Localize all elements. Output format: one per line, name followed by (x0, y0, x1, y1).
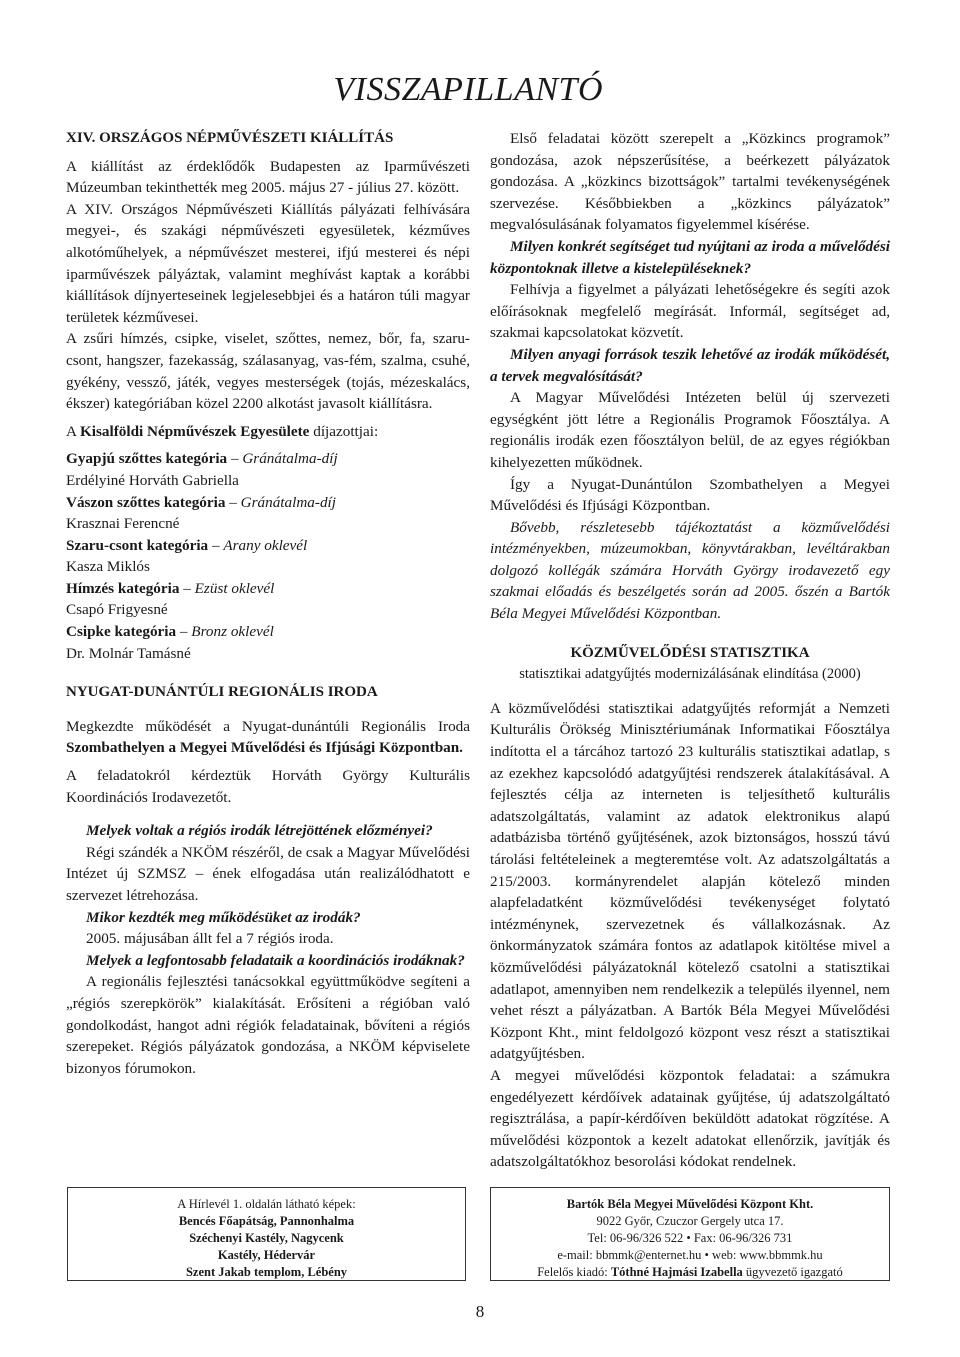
award-category: Hímzés kategória (66, 579, 180, 597)
page-header-title: VISSZAPILLANTÓ (333, 71, 603, 108)
award-person: Erdélyiné Horváth Gabriella (66, 471, 239, 489)
office-start-pre: Megkezdte működését a Nyugat-dunántúli Regionális Iroda (66, 717, 470, 735)
award-dash: – (179, 579, 195, 597)
award-dash: – (208, 536, 224, 554)
photo-credit-item: Szent Jakab templom, Lébény (185, 1265, 348, 1279)
awardees-intro-post: díjazottjai: (309, 422, 379, 440)
award-dash: – (227, 450, 243, 468)
award-category: Szaru-csont kategória (66, 536, 209, 554)
publisher-name: Bartók Béla Megyei Művelődési Központ Kht. (566, 1197, 814, 1211)
photo-credits-box (67, 1187, 466, 1281)
photo-credit-item: Kastély, Hédervár (217, 1248, 316, 1262)
award-category: Vászon szőttes kategória (66, 493, 226, 511)
section-title-statistics: KÖZMŰVELŐDÉSI STATISZTIKA (570, 644, 810, 661)
question-3: Melyek a legfontosabb feladataik a koordinációs irodáknak? (86, 951, 465, 969)
answer-4: Felhívja a figyelmet a pályázati lehetőségekre és segíti azok előírásoknak megfelelő megírását. Informál, segítséget ad, szakmai kapcsolatokat közvetít. (490, 281, 890, 342)
award-category: Gyapjú szőttes kategória (66, 450, 228, 468)
question-1: Melyek voltak a régiós irodák létrejöttének előzményei? (86, 822, 433, 840)
award-person: Krasznai Ferencné (66, 515, 180, 533)
publisher-info-box (490, 1187, 890, 1281)
awards-list (66, 448, 470, 664)
award-category-line (66, 535, 470, 557)
paragraph-exhibition-call: A XIV. Országos Népművészeti Kiállítás pályázati felhívására megyei-, és szakági népművészeti egyesületek, kézműves alkotóműhelyek, a népművészet mesterei, ifjú mesterei és népi iparművészek pályáztak, valamint meghívást kaptak a korábbi kiállítások díjnyerteseinek legjelesebbjei és a határon túli magyar területek kézművesei. (66, 200, 470, 326)
publisher-responsible (491, 1264, 889, 1281)
paragraph-county-tasks: A megyei művelődési központok feladatai: a számukra engedélyezett kérdőívek adatainak gyűjtése, új adatszolgáltató regisztrálása, a papír-kérdőíven beküldött adatokat rögzítése. A művelődési központok a kezelt adatokat ellenőrzik, javítják és adatszolgáltatókhoz besorolási kódokat rendelnek. (490, 1066, 890, 1171)
association-name: Kisalföldi Népművészek Egyesülete (79, 422, 310, 440)
award-prize: Arany oklevél (223, 536, 308, 554)
award-dash: – (225, 493, 241, 511)
award-category-line (66, 492, 470, 514)
paragraph-awardees-intro (66, 421, 470, 443)
left-column (66, 128, 470, 1079)
section-title-exhibition: XIV. ORSZÁGOS NÉPMŰVÉSZETI KIÁLLÍTÁS (66, 130, 394, 146)
paragraph-exhibition-intro: A kiállítást az érdeklődők Budapesten az Iparművészeti Múzeumban tekinthették meg 2005. május 27 - július 27. között. (66, 157, 470, 197)
paragraph-interview-intro: A feladatokról kérdeztük Horváth György Kulturális Koordinációs Irodavezetőt. (66, 767, 470, 806)
award-prize: Gránátalma-díj (240, 493, 336, 511)
answer-2: 2005. májusában állt fel a 7 régiós iroda. (86, 930, 334, 948)
question-5: Milyen anyagi források teszik lehetővé az irodák működését, a tervek megvalósítását? (490, 345, 890, 385)
answer-1: Régi szándék a NKÖM részéről, de csak a Magyar Művelődési Intézet új SZMSZ – ének elfogadása után realizálódhatott e szervezet létrehozása. (66, 843, 470, 904)
answer-5-cont: Így a Nyugat-Dunántúlon Szombathelyen a Megyei Művelődési és Ifjúsági Központban. (490, 475, 890, 515)
paragraph-statistics-reform: A közművelődési statisztikai adatgyűjtés reformját a Nemzeti Kulturális Örökség Minisztériumának Informatikai Főosztálya indította el a tárcához tartozó 23 kulturális statisztikai adatlap, s az ezekhez kapcsolódó adatgyűjtési rendszerek átalakításával. A fejlesztés célja az interneten is teljesíthető kulturális adatszolgáltatás, valamint az adatok elektronikus alapú adatbázisba történő gyűjtésének, azok biztonságos, hosszú távú tárolási feltételeinek a megteremtése volt. Az adatszolgáltatás a 215/2003. kormányrendelet alapján kötelező minden alapfeladatként közművelődési tevékenységet folytató intézménynek, szervezetnek és vállalkozásnak. Az önkormányzatok számára fontos az adatlapok kitöltése mivel a közművelődési pályázatoknál kötelező csatolni a statisztikai adatlapot, amennyiben nem rendelkezik a település ilyennel, nem vehet részt a pályázatban. A Bartók Béla Megyei Művelődési Központ Kht., mint feldolgozó központ vesz részt a statisztikai adatgyűjtésben. (490, 699, 890, 1063)
answer-3: A regionális fejlesztési tanácsokkal együttműködve segíteni a „régiós szerepkörök” kialakítását. Erősíteni a régióban való gondolkodást, hangot adni régiók feladatainak, bővíteni a régiós szerepeket. Régiós pályázatok gondozása, a NKÖM képviselete bizonyos fórumokon. (66, 973, 470, 1077)
photo-credit-item: Széchenyi Kastély, Nagycenk (189, 1231, 344, 1245)
section-subtitle-statistics: statisztikai adatgyűjtés modernizálásának elindítása (2000) (519, 666, 861, 683)
award-category-line (66, 621, 470, 643)
award-prize: Bronz oklevél (191, 623, 274, 641)
question-4: Milyen konkrét segítséget tud nyújtani az iroda a művelődési központoknak illetve a kistelepüléseknek? (490, 237, 890, 277)
paragraph-more-info: Bővebb, részletesebb tájékoztatást a közművelődési intézményekben, múzeumokban, könyvtárakban, levéltárakban dolgozó kollégák számára Horváth György irodavezető egy szakmai előadás és beszélgetés során ad 2005. őszén a Bartók Béla Megyei Művelődési Központban. (490, 518, 890, 623)
award-prize: Gránátalma-díj (242, 450, 338, 468)
publisher-email-web: e-mail: bbmmk@enternet.hu • web: www.bbmmk.hu (557, 1248, 823, 1262)
award-person: Csapó Frigyesné (66, 601, 168, 619)
photo-credits-heading: A Hírlevél 1. oldalán látható képek: (177, 1197, 356, 1211)
office-location: Szombathelyen a Megyei Művelődési és Ifjúsági Központban. (66, 739, 463, 757)
responsible-title: ügyvezető igazgató (742, 1265, 843, 1279)
responsible-label: Felelős kiadó: (537, 1265, 611, 1279)
award-category-line (66, 578, 470, 600)
award-person: Kasza Miklós (66, 558, 150, 576)
paragraph-first-tasks: Első feladatai között szerepelt a „Közkincs programok” gondozása, azok népszerűsítése, a beérkezett pályázatok gondozása. A „közkincs bizottságok” tartalmi tevékenységének szervezése. Későbbiekben a „közkincs pályázatok” megvalósulásának folyamatos figyelemmel kísérése. (490, 130, 890, 234)
awardees-intro-pre: A (66, 422, 80, 440)
right-column (490, 128, 890, 1173)
paragraph-office-start (66, 716, 470, 759)
publisher-address: 9022 Győr, Czuczor Gergely utca 17. (596, 1214, 784, 1228)
award-dash: – (176, 623, 192, 641)
answer-5: A Magyar Művelődési Intézeten belül új szervezeti egységként jött létre a Regionális Programok Főosztálya. A regionális irodák ezen főosztályon belül, de az egyes régiókban kihelyezetten működnek. (490, 389, 890, 471)
question-2: Mikor kezdték meg működésüket az irodák? (86, 908, 361, 926)
paragraph-jury: A zsűri hímzés, csipke, viselet, szőttes, nemez, bőr, fa, szaru-csont, hangszer, fazekasság, szálasanyag, vas-fém, szalma, csuhé, gyékény, vessző, játék, vegyes mesterségek (tojás, mézeskalács, ékszer) kategóriában közel 2200 alkotást javasolt kiállításra. (66, 330, 470, 413)
section-title-regional-office: NYUGAT-DUNÁNTÚLI REGIONÁLIS IRODA (66, 684, 378, 701)
award-category-line (66, 448, 470, 470)
award-person: Dr. Molnár Tamásné (66, 644, 191, 662)
award-category: Csipke kategória (66, 623, 177, 641)
photo-credit-item: Bencés Főapátság, Pannonhalma (178, 1214, 355, 1228)
publisher-phone-fax: Tel: 06-96/326 522 • Fax: 06-96/326 731 (587, 1231, 793, 1245)
page-number: 8 (475, 1302, 485, 1321)
award-prize: Ezüst oklevél (194, 579, 275, 597)
responsible-name: Tóthné Hajmási Izabella (610, 1265, 743, 1279)
